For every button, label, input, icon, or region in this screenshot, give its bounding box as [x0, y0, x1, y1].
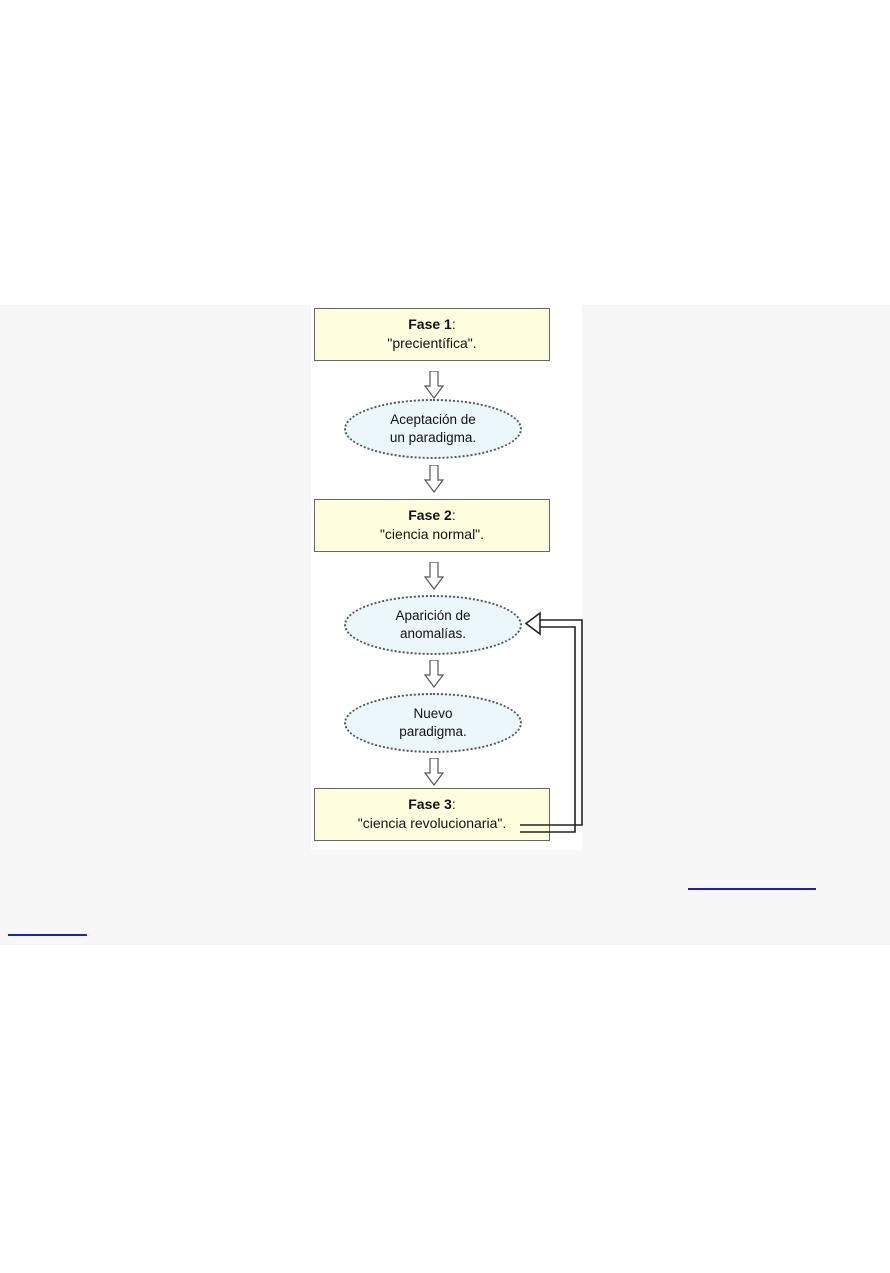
node-aceptacion-paradigma-line1: Aceptación de: [390, 412, 476, 427]
node-aparicion-anomalias-line2: anomalías.: [399, 626, 467, 641]
connector-fase3-to-anomalias: [520, 600, 595, 840]
arrow-aceptacion-to-fase2: [424, 465, 444, 493]
node-fase-1: [314, 308, 550, 361]
node-fase-3-colon: :: [451, 796, 456, 812]
node-aparicion-anomalias: [344, 595, 522, 655]
arrow-anomalias-to-nuevo-paradigma: [424, 660, 444, 688]
node-fase-3-title: Fase 3: [408, 796, 452, 812]
node-aparicion-anomalias-line1: Aparición de: [395, 608, 471, 623]
link-right[interactable]: [688, 874, 816, 890]
node-fase-2-colon: :: [451, 507, 456, 523]
node-nuevo-paradigma: [344, 693, 522, 753]
node-aceptacion-paradigma-line2: un paradigma.: [389, 430, 477, 445]
node-fase-3-subtitle: "ciencia revolucionaria".: [357, 815, 507, 831]
node-fase-3: [314, 788, 550, 841]
arrow-fase2-to-anomalias: [424, 562, 444, 590]
node-fase-1-subtitle: "precientífica".: [387, 335, 477, 351]
node-fase-1-title: Fase 1: [408, 316, 452, 332]
arrow-nuevo-paradigma-to-fase3: [424, 758, 444, 786]
node-fase-2-title: Fase 2: [408, 507, 452, 523]
node-aceptacion-paradigma: [344, 399, 522, 459]
node-nuevo-paradigma-line2: paradigma.: [399, 724, 467, 739]
link-left[interactable]: [8, 920, 87, 936]
node-fase-1-colon: :: [451, 316, 456, 332]
node-fase-2: [314, 499, 550, 552]
node-nuevo-paradigma-line1: Nuevo: [413, 706, 453, 721]
arrow-fase1-to-aceptacion: [424, 371, 444, 399]
node-fase-2-subtitle: "ciencia normal".: [379, 526, 485, 542]
